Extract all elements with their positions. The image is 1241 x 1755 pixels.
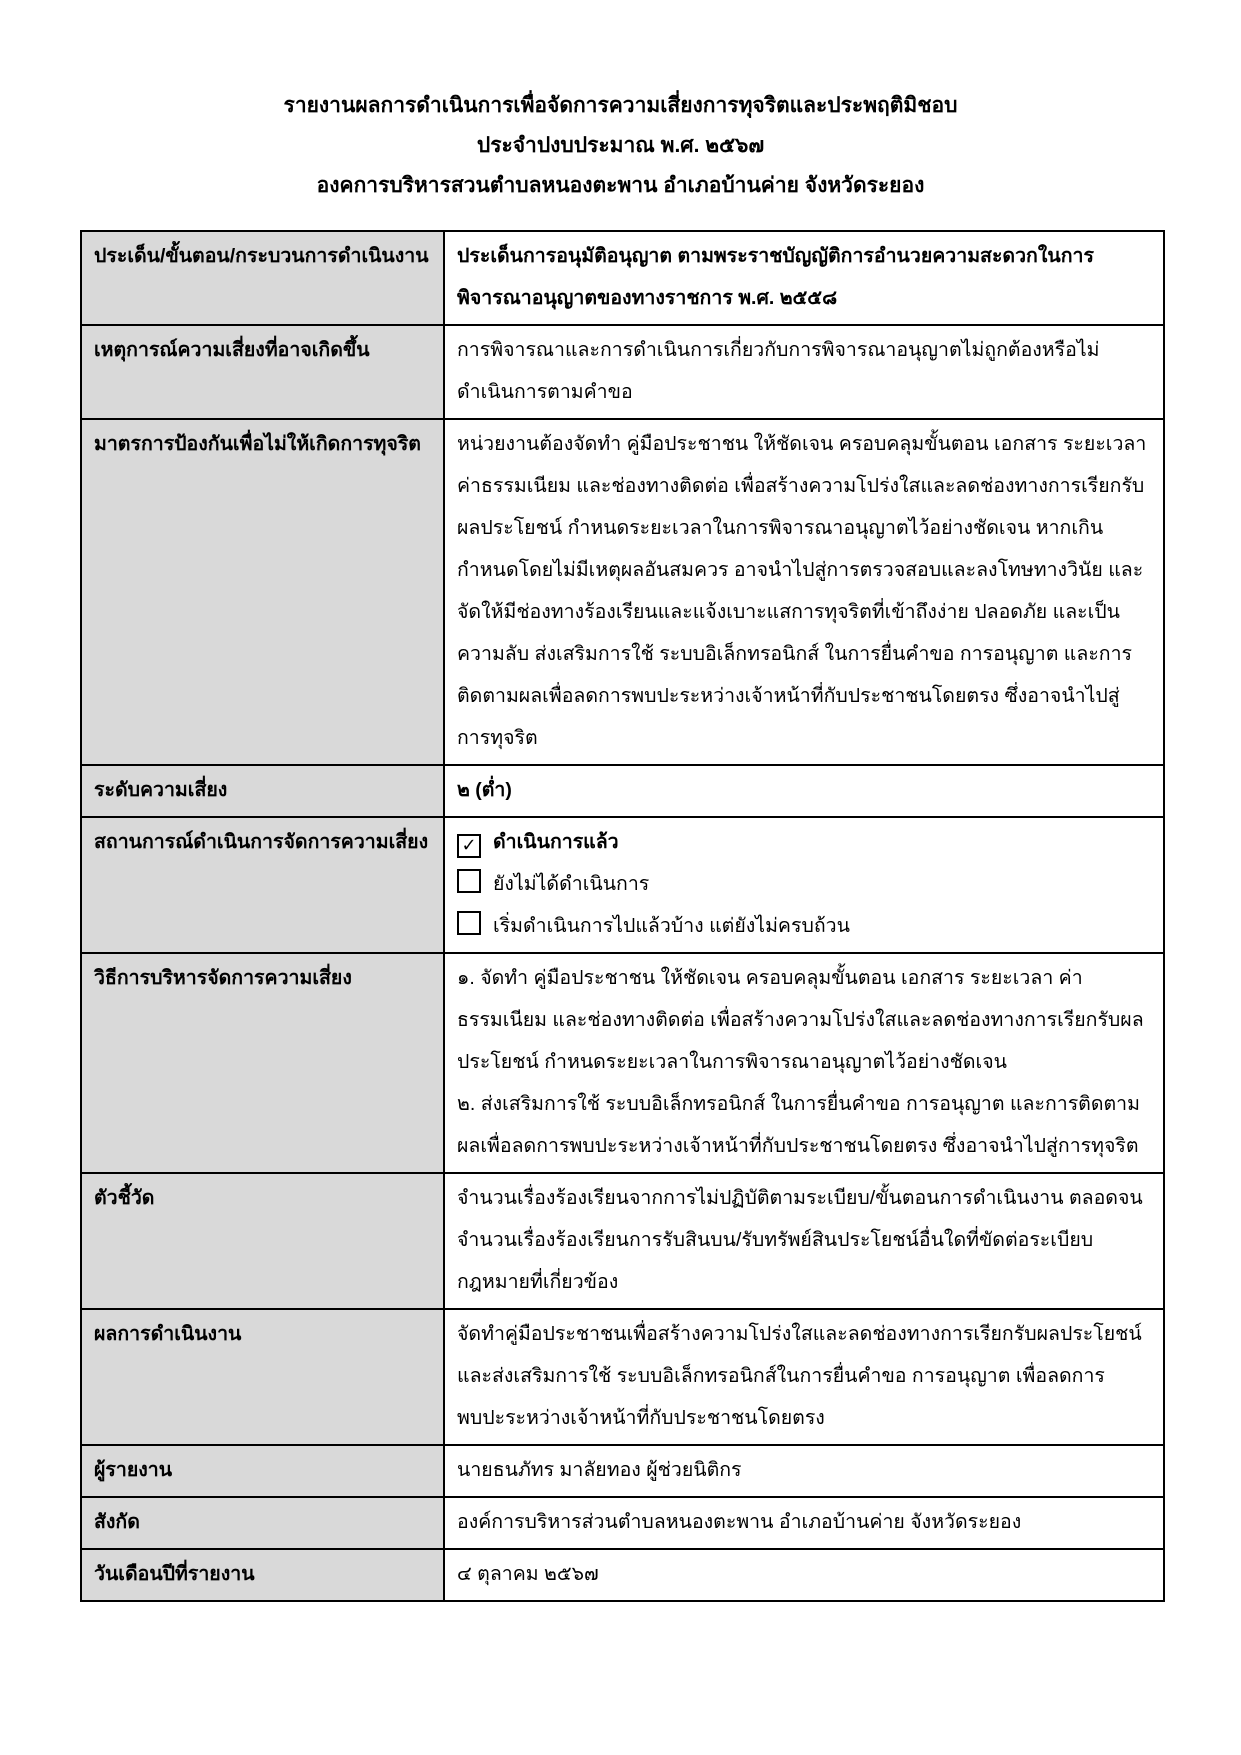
status-option-not-started: [457, 863, 1151, 905]
table-row-reporter: [81, 1445, 1164, 1497]
table-row-status: [81, 817, 1164, 953]
value-result: จัดทำคู่มือประชาชนเพื่อสร้างความโปร่งใสและลดช่องทางการเรียกรับผลประโยชน์ และส่งเสริมการใช้ ระบบอิเล็กทรอนิกส์ในการยื่นคำขอ การอนุญาต เพื่อลดการพบปะระหว่างเจ้าหน้าที่กับประชาชนโดยตรง: [444, 1309, 1164, 1445]
label-risk-level: ระดับความเสี่ยง: [81, 765, 444, 817]
status-option-not-started-label: ยังไม่ได้ดำเนินการ: [493, 873, 650, 895]
status-option-done: [457, 821, 1151, 863]
table-row-result: [81, 1309, 1164, 1445]
title-line-3: องคการบริหารสวนตำบลหนองตะพาน อำเภอบ้านค่าย จังหวัดระยอง: [316, 174, 925, 197]
table-row-kpi: [81, 1173, 1164, 1309]
value-reporter: นายธนภัทร มาลัยทอง ผู้ช่วยนิติกร: [444, 1445, 1164, 1497]
value-affiliation: องค์การบริหารส่วนตำบลหนองตะพาน อำเภอบ้านค่าย จังหวัดระยอง: [444, 1497, 1164, 1549]
label-prevention-measure: มาตรการป้องกันเพื่อไม่ให้เกิดการทุจริต: [81, 419, 444, 765]
label-kpi: ตัวชี้วัด: [81, 1173, 444, 1309]
label-risk-event: เหตุการณ์ความเสี่ยงที่อาจเกิดขึ้น: [81, 325, 444, 419]
status-option-done-label: ดำเนินการแล้ว: [493, 831, 619, 853]
checkbox-checked-icon: ✓: [457, 834, 481, 858]
value-risk-level: ๒ (ต่ำ): [444, 765, 1164, 817]
title-line-2: ประจำปงบประมาณ พ.ศ. ๒๕๖๗: [476, 134, 765, 157]
label-result: ผลการดำเนินงาน: [81, 1309, 444, 1445]
method-item-2: ๒. ส่งเสริมการใช้ ระบบอิเล็กทรอนิกส์ ในการยื่นคำขอ การอนุญาต และการติดตามผลเพื่อลดการพบปะระหว่างเจ้าหน้าที่กับประชาชนโดยตรง ซึ่งอาจนำไปสู่การทุจริต: [457, 1093, 1140, 1157]
value-prevention-measure: หน่วยงานต้องจัดทำ คู่มือประชาชน ให้ชัดเจน ครอบคลุมขั้นตอน เอกสาร ระยะเวลา ค่าธรรมเนียม และช่องทางติดต่อ เพื่อสร้างความโปร่งใสและลดช่องทางการเรียกรับผลประโยชน์ กำหนดระยะเวลาในการพิจารณาอนุญาตไว้อย่างชัดเจน หากเกินกำหนดโดยไม่มีเหตุผลอันสมควร อาจนำไปสู่การตรวจสอบและลงโทษทางวินัย และจัดให้มีช่องทางร้องเรียนและแจ้งเบาะแสการทุจริตที่เข้าถึงง่าย ปลอดภัย และเป็นความลับ ส่งเสริมการใช้ ระบบอิเล็กทรอนิกส์ ในการยื่นคำขอ การอนุญาต และการติดตามผลเพื่อลดการพบปะระหว่างเจ้าหน้าที่กับประชาชนโดยตรง ซึ่งอาจนำไปสู่การทุจริต: [444, 419, 1164, 765]
status-option-partial-label: เริ่มดำเนินการไปแล้วบ้าง แต่ยังไม่ครบถ้วน: [493, 915, 850, 937]
table-row-risk-event: [81, 325, 1164, 419]
value-risk-event: การพิจารณาและการดำเนินการเกี่ยวกับการพิจารณาอนุญาตไม่ถูกต้องหรือไม่ดำเนินการตามคำขอ: [444, 325, 1164, 419]
title-line-1: รายงานผลการดำเนินการเพื่อจัดการความเสี่ยงการทุจริตและประพฤติมิชอบ: [283, 94, 958, 117]
value-management-method: [444, 953, 1164, 1173]
risk-report-table: [80, 230, 1165, 1602]
status-option-partial: [457, 905, 1151, 947]
table-row-report-date: [81, 1549, 1164, 1601]
label-issue-process: ประเด็น/ขั้นตอน/กระบวนการดำเนินงาน: [81, 231, 444, 325]
checkbox-empty-icon: [457, 869, 481, 893]
table-row-issue: [81, 231, 1164, 325]
value-issue-process: ประเด็นการอนุมัติอนุญาต ตามพระราชบัญญัติการอำนวยความสะดวกในการพิจารณาอนุญาตของทางราชการ พ.ศ. ๒๕๕๘: [444, 231, 1164, 325]
table-row-affiliation: [81, 1497, 1164, 1549]
label-management-method: วิธีการบริหารจัดการความเสี่ยง: [81, 953, 444, 1173]
label-report-date: วันเดือนปีที่รายงาน: [81, 1549, 444, 1601]
table-row-risk-level: [81, 765, 1164, 817]
value-kpi: จำนวนเรื่องร้องเรียนจากการไม่ปฏิบัติตามระเบียบ/ขั้นตอนการดำเนินงาน ตลอดจนจำนวนเรื่องร้องเรียนการรับสินบน/รับทรัพย์สินประโยชน์อื่นใดที่ขัดต่อระเบียบ กฎหมายที่เกี่ยวข้อง: [444, 1173, 1164, 1309]
method-item-1: ๑. จัดทำ คู่มือประชาชน ให้ชัดเจน ครอบคลุมขั้นตอน เอกสาร ระยะเวลา ค่าธรรมเนียม และช่องทางติดต่อ เพื่อสร้างความโปร่งใสและลดช่องทางการเรียกรับผลประโยชน์ กำหนดระยะเวลาในการพิจารณาอนุญาตไว้อย่างชัดเจน: [457, 967, 1144, 1073]
label-reporter: ผู้รายงาน: [81, 1445, 444, 1497]
value-report-date: ๔ ตุลาคม ๒๕๖๗: [444, 1549, 1164, 1601]
label-status: สถานการณ์ดำเนินการจัดการความเสี่ยง: [81, 817, 444, 953]
label-affiliation: สังกัด: [81, 1497, 444, 1549]
table-row-prevention-measure: [81, 419, 1164, 765]
document-title: [0, 86, 1241, 206]
table-row-management-method: [81, 953, 1164, 1173]
checkbox-empty-icon: [457, 911, 481, 935]
value-status: [444, 817, 1164, 953]
